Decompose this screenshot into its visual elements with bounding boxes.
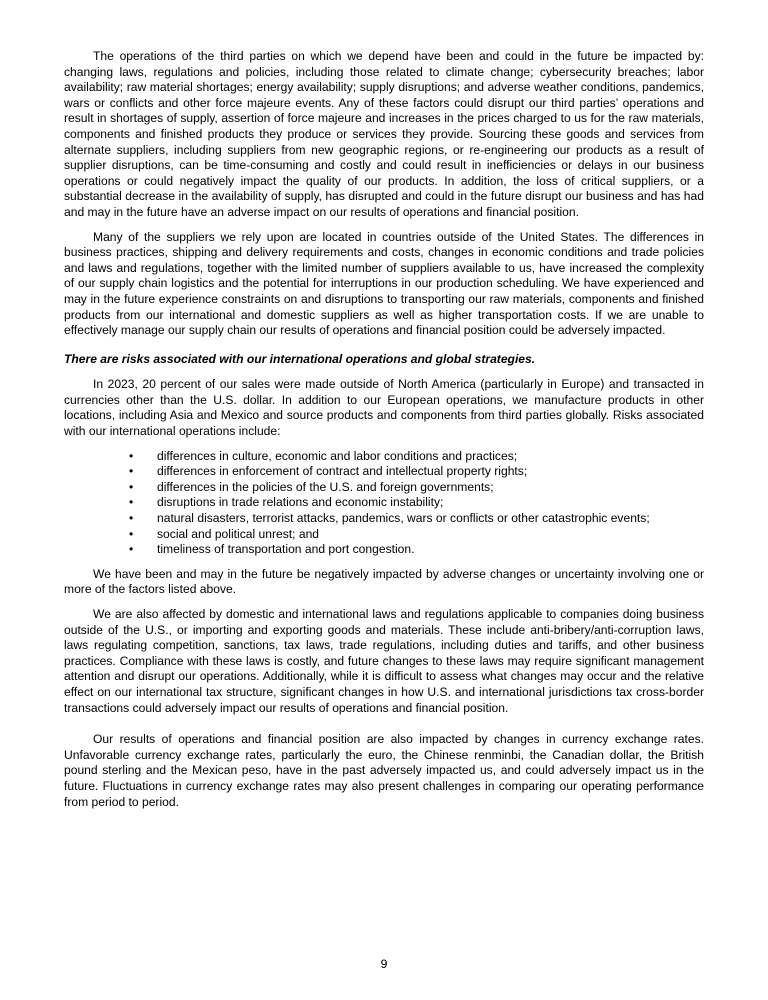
paragraph-negative-impact: We have been and may in the future be negatively impacted by adverse changes or uncertainty involving one or more of the factors listed above. [64, 566, 704, 597]
bullet-icon: • [129, 526, 134, 541]
bullet-icon: • [129, 479, 134, 494]
bullet-icon: • [129, 495, 134, 510]
list-item [129, 464, 704, 480]
list-item-text: disruptions in trade relations and economic instability; [157, 495, 444, 510]
bullet-icon: • [129, 542, 134, 557]
paragraph-laws-regulations: We are also affected by domestic and international laws and regulations applicable to companies doing business outside of the U.S., or importing and exporting goods and materials. These include anti-bribery/anti-corruption laws, laws regulating competition, sanctions, tax laws, trade regulations, including duties and tariffs, and other business practices. Compliance with these laws is costly, and future changes to these laws may require significant management attention and disrupt our operations. Additionally, while it is difficult to assess what changes may occur and the relative effect on our international tax structure, significant changes in how U.S. and international jurisdictions tax cross-border transactions could adversely impact our results of operations and financial position. [64, 607, 704, 715]
list-item-text: differences in the policies of the U.S. and foreign governments; [157, 479, 494, 494]
risk-list [64, 449, 704, 558]
document-page [64, 49, 704, 819]
list-item [129, 542, 704, 558]
paragraph-suppliers-outside-us: Many of the suppliers we rely upon are located in countries outside of the United States. The differences in business practices, shipping and delivery requirements and costs, changes in economic conditions and trade policies and laws and regulations, together with the limited number of suppliers available to us, have increased the complexity of our supply chain logistics and the potential for interruptions in our production scheduling. We have experienced and may in the future experience constraints on and disruptions to transporting our raw materials, components and finished products from our international and domestic suppliers as well as higher transportation costs. If we are unable to effectively manage our supply chain our results of operations and financial position could be adversely impacted. [64, 229, 704, 338]
list-item [129, 449, 704, 465]
list-item [129, 480, 704, 496]
list-item-text: natural disasters, terrorist attacks, pandemics, wars or conflicts or other catastrophic events; [157, 511, 650, 526]
list-item [129, 511, 704, 527]
list-item-text: social and political unrest; and [157, 526, 320, 541]
paragraph-currency-exchange: Our results of operations and financial position are also impacted by changes in currency exchange rates. Unfavorable currency exchange rates, particularly the euro, the Chinese renminbi, the Canadian dollar, the British pound sterling and the Mexican peso, have in the past adversely impacted us, and could adversely impact us in the future. Fluctuations in currency exchange rates may also present challenges in comparing our operating performance from period to period. [64, 732, 704, 809]
paragraph-third-party-operations: The operations of the third parties on which we depend have been and could in the future be impacted by: changing laws, regulations and policies, including those related to climate change; cybersecurity breaches; labor availability; raw material shortages; energy availability; supply disruptions; and adverse weather conditions, pandemics, wars or conflicts and other force majeure events. Any of these factors could disrupt our third parties’ operations and result in shortages of supply, assertion of force majeure and increases in the prices charged to us for the raw materials, components and finished products they produce or services they provide. Sourcing these goods and services from alternate suppliers, including suppliers from new geographic regions, or re-engineering our products as a result of supplier disruptions, can be time-consuming and costly and could result in inefficiencies or delays in our business operations or could negatively impact the quality of our products. In addition, the loss of critical suppliers, or a substantial decrease in the availability of supply, has disrupted and could in the future disrupt our business and has had and may in the future have an adverse impact on our results of operations and financial position. [64, 49, 704, 219]
page-number: 9 [380, 957, 388, 971]
list-item [129, 527, 704, 543]
list-item-text: differences in culture, economic and labor conditions and practices; [157, 448, 518, 463]
section-heading-international-risks: There are risks associated with our international operations and global strategies. [64, 351, 536, 366]
list-item-text: timeliness of transportation and port congestion. [157, 542, 415, 557]
bullet-icon: • [129, 448, 134, 463]
paragraph-international-sales: In 2023, 20 percent of our sales were made outside of North America (particularly in Europe) and transacted in currencies other than the U.S. dollar. In addition to our European operations, we manufacture products in other locations, including Asia and Mexico and source products and components from third parties globally. Risks associated with our international operations include: [64, 377, 704, 439]
list-item [129, 495, 704, 511]
bullet-icon: • [129, 464, 134, 479]
list-item-text: differences in enforcement of contract and intellectual property rights; [157, 464, 528, 479]
bullet-icon: • [129, 511, 134, 526]
